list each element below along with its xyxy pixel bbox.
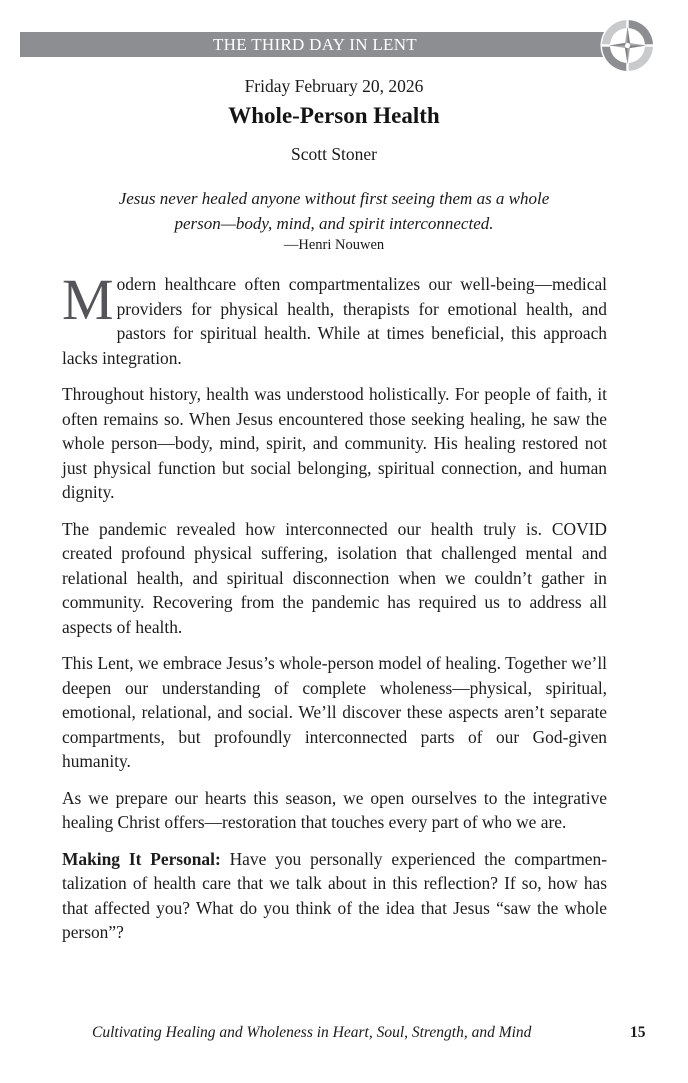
paragraph-5: As we prepare our hearts this season, we open ourselves to the integrative healing Christ offers—restoration that touches every part of who we are.: [62, 787, 607, 832]
entry-date: Friday February 20, 2026: [244, 76, 424, 96]
making-it-personal: [62, 847, 607, 945]
epigraph-quote: Jesus never healed anyone without first seeing them as a whole person—body, mind, and spirit interconnected.: [118, 189, 550, 233]
paragraph-text: odern healthcare often compartmentalizes our well-being—medical providers for physical health, therapists for emotional health, and pastors for spiritual health. While at times beneficial, this approach lacks integration.: [62, 274, 607, 368]
making-it-personal-label: Making It Personal:: [62, 848, 221, 869]
making-it-personal-text: Have you personally experienced the compartmentalization of health care that we talk about in this reflection? If so, how has that affected you? What do you think of the idea that Jesus “saw the whole person”?: [62, 848, 608, 942]
reflection-body: [62, 267, 608, 957]
paragraph-4: This Lent, we embrace Jesus’s whole-person model of healing. Together we’ll deepen our understanding of complete wholeness—physical, spiritual, emotional, relational, and social. We’ll discover these aspects aren’t separate compartments, but profoundly interconnected parts of our God-given humanity.: [62, 653, 607, 771]
page-number: 15: [630, 1024, 646, 1041]
paragraph-2: Throughout history, health was understood holistically. For people of faith, it often remains so. When Jesus encountered those seeking healing, he saw the whole person—body, mind, spirit, and community. His healing restored not just physical function but social belonging, spiritual connection, and human dignity.: [62, 384, 607, 502]
compass-rose-icon: [600, 18, 655, 73]
drop-cap: M: [62, 267, 114, 332]
paragraph-1: [62, 267, 607, 370]
section-title: THE THIRD DAY IN LENT: [213, 35, 417, 54]
paragraph-3: The pandemic revealed how interconnected our health truly is. COVID created profound physical suffering, isolation that challenged mental and relational health, and spiritual disconnection when we couldn’t gather in community. Recovering from the pandemic has required us to address all aspects of health.: [62, 518, 607, 637]
running-footer-book-title: Cultivating Healing and Wholeness in Heart, Soul, Strength, and Mind: [92, 1024, 532, 1041]
entry-author: Scott Stoner: [290, 144, 378, 164]
epigraph-attribution: —Henri Nouwen: [283, 237, 385, 253]
entry-title: Whole-Person Health: [228, 103, 440, 128]
